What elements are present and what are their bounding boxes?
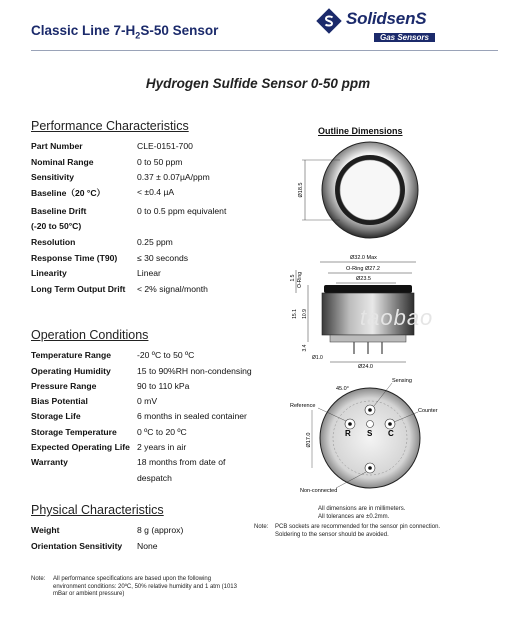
table-row-label: Orientation Sensitivity: [31, 541, 123, 551]
brand-tagline: Gas Sensors: [374, 33, 435, 42]
note-line: Soldering to the sensor should be avoided.: [275, 531, 389, 538]
brand-name: SolidsenS: [346, 9, 427, 28]
label-reference: Reference: [290, 403, 316, 409]
dim-oring-label: O-Ring Ø27.2: [346, 266, 380, 272]
table-row-label: Weight: [31, 525, 60, 535]
note-line: All performance specifications are based upon the following: [53, 576, 212, 582]
table-row-label: Expected Operating Life: [31, 442, 130, 452]
table-row-label: Pressure Range: [31, 381, 97, 391]
dim-h34-label: 3.4: [302, 344, 308, 352]
outline-heading: Outline Dimensions: [318, 126, 403, 136]
dim-pin-label: Ø1.0: [312, 355, 323, 361]
table-row-value: < 2% signal/month: [137, 284, 208, 294]
note-line: environment conditions: 20ºC, 50% relative humidity and 1 atm (1013: [53, 583, 237, 590]
page-title: Hydrogen Sulfide Sensor 0-50 ppm: [145, 76, 371, 91]
note-prefix: Note:: [31, 576, 46, 582]
table-row-label: Response Time (T90): [31, 253, 118, 263]
dim-320-label: Ø32.0 Max: [350, 255, 377, 261]
table-row-value: despatch: [137, 473, 172, 483]
table-row-label: Sensitivity: [31, 172, 74, 182]
table-row-value: Linear: [137, 268, 161, 278]
sensor-bottom-view: [288, 370, 438, 502]
dim-h109-label: 10.9: [302, 309, 308, 319]
table-row-value: 0 to 50 ppm: [137, 157, 183, 167]
table-row-value: 0 mV: [137, 396, 158, 406]
table-row-label: Baseline Drift: [31, 206, 87, 216]
header-divider: [31, 50, 498, 51]
table-row-value: 0 ºC to 20 ºC: [137, 427, 187, 437]
operation-heading: Operation Conditions: [31, 328, 149, 342]
table-row-value: None: [137, 541, 158, 551]
watermark: taobao: [360, 305, 434, 330]
pin-r-label: R: [345, 429, 351, 438]
dim-angle-label: 45.0°: [336, 386, 349, 392]
table-row-value: 15 to 90%RH non-condensing: [137, 366, 252, 376]
table-row-value: CLE-0151-700: [137, 141, 193, 151]
table-row-value: 8 g (approx): [137, 525, 184, 535]
table-row-value: 2 years in air: [137, 442, 187, 452]
table-row-label: Temperature Range: [31, 350, 112, 360]
sensor-pin-note: [254, 524, 440, 539]
table-row-label: Warranty: [31, 457, 68, 467]
pin-c-label: C: [388, 429, 394, 438]
table-row-label: Storage Life: [31, 411, 81, 421]
table-row-label: Resolution: [31, 237, 76, 247]
label-non-connected: Non-connected: [300, 488, 338, 494]
table-row-value: 0 to 0.5 ppm equivalent: [137, 206, 227, 216]
table-row-label: Linearity: [31, 268, 67, 278]
dim-185-label: Ø18.5: [298, 182, 304, 198]
pin-s-label: S: [367, 429, 373, 438]
note-line: PCB sockets are recommended for the sensor pin connection.: [275, 524, 441, 530]
dimension-note-line: All tolerances are ±0.2mm.: [318, 513, 390, 520]
dim-h15-label: 1.5: [290, 274, 296, 282]
table-row-value: 18 months from date of: [137, 457, 226, 467]
table-row-value: ≤ 30 seconds: [137, 253, 189, 263]
table-row-value: 6 months in sealed container: [137, 411, 247, 421]
table-row-value: 0.25 ppm: [137, 237, 173, 247]
label-counter: Counter: [418, 408, 438, 414]
dim-170-label: Ø17.0: [306, 432, 312, 448]
note-prefix: Note:: [254, 524, 269, 530]
dim-240-label: Ø24.0: [358, 364, 373, 370]
label-sensing: Sensing: [392, 378, 412, 384]
physical-heading: Physical Characteristics: [31, 503, 164, 517]
table-row-label: Bias Potential: [31, 396, 88, 406]
table-row-value: < ±0.4 µA: [137, 187, 175, 197]
dim-235-label: Ø23.5: [356, 276, 371, 282]
note-line: mBar or ambient pressure): [53, 591, 125, 597]
table-row-label: Part Number: [31, 141, 83, 151]
dim-h151-label: 15.1: [292, 309, 298, 319]
document-title: Classic Line $7-H_2S-50$ Sensor: [31, 23, 219, 41]
dimension-note-line: All dimensions are in millimeters.: [318, 506, 406, 512]
s-diamond-icon: [316, 8, 342, 34]
table-row-value: -20 ºC to 50 ºC: [137, 350, 195, 360]
table-row-value: 90 to 110 kPa: [137, 381, 190, 391]
table-row-label: Storage Temperature: [31, 427, 117, 437]
performance-heading: Performance Characteristics: [31, 119, 189, 133]
footer-note: [31, 576, 237, 599]
dim-oring-side-label: O-Ring: [297, 272, 303, 288]
table-row-value: 0.37 ± 0.07µA/ppm: [137, 172, 210, 182]
table-row-label: (-20 to 50°C): [31, 221, 82, 231]
sensor-top-view: [280, 138, 440, 248]
table-row-label: Baseline（20 °C）: [31, 188, 106, 198]
table-row-label: Long Term Output Drift: [31, 284, 126, 294]
brand-logo: [316, 8, 500, 48]
table-row-label: Operating Humidity: [31, 366, 111, 376]
table-row-label: Nominal Range: [31, 157, 94, 167]
dimension-note: [318, 506, 405, 521]
